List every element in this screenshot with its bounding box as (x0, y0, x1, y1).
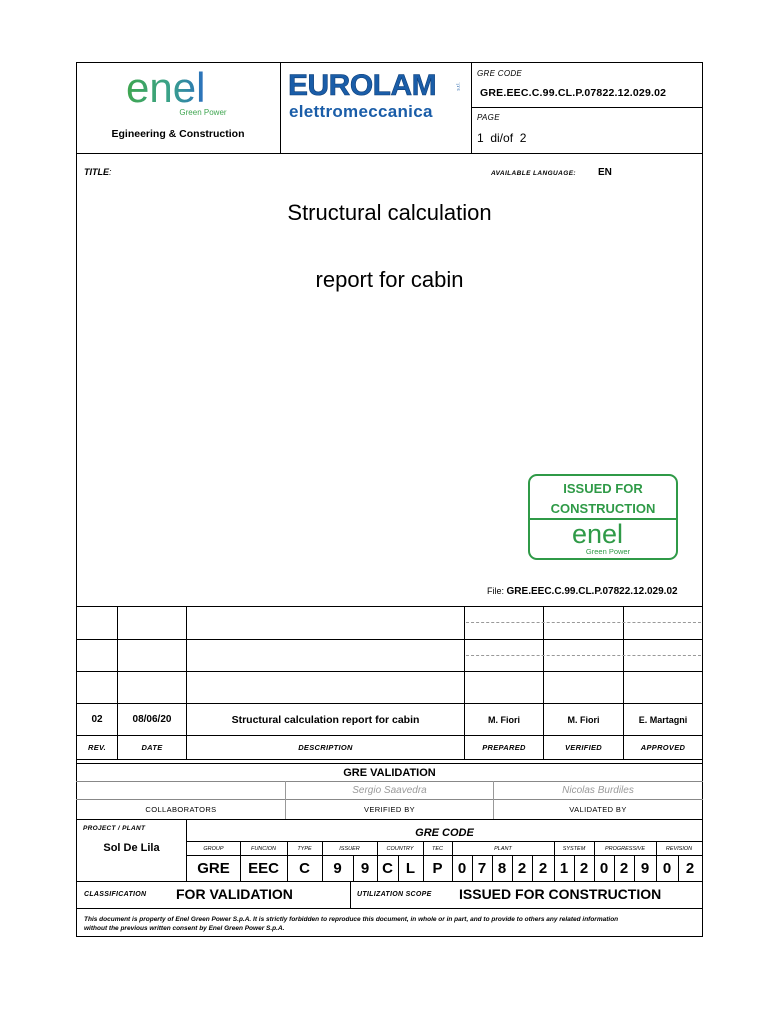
classification-label: CLASSIFICATION (84, 891, 147, 898)
stamp-logo-subtitle: Green Power (585, 547, 631, 556)
verified-by-label: VERIFIED BY (363, 805, 416, 814)
page-label: PAGE (477, 113, 500, 122)
file-value: GRE.EEC.C.99.CL.P.07822.12.029.02 (506, 586, 678, 597)
prepared-value: M. Fiori (488, 714, 520, 725)
gre-code-char: GRE (197, 860, 230, 877)
gre-code-char: 0 (599, 860, 609, 877)
gre-code-column-header: SYSTEM (562, 845, 586, 852)
gre-code-char: 9 (640, 860, 650, 877)
gre-code-char: C (382, 860, 393, 877)
language-value: EN (598, 167, 612, 178)
description-value: Structural calculation report for cabin (231, 713, 420, 726)
collaborators-label: COLLABORATORS (145, 805, 217, 814)
gre-code-column-header: COUNTRY (386, 845, 414, 852)
gre-code-char: 9 (360, 860, 370, 877)
gre-code-char: L (405, 860, 416, 877)
prepared-header: PREPARED (482, 743, 526, 752)
project-value: Sol De Lila (103, 842, 160, 854)
enel-logo (118, 64, 242, 122)
gre-code-char: 2 (619, 860, 629, 877)
approved-header: APPROVED (640, 743, 686, 752)
gre-code-label: GRE CODE (477, 69, 523, 78)
gre-code-char: 9 (333, 860, 342, 877)
eurolam-logo-main: EUROLAM (288, 69, 437, 102)
gre-code-char: 7 (477, 860, 487, 877)
gre-code-column-header: GROUP (203, 845, 224, 852)
gre-code-column-header: REVISION (665, 845, 693, 852)
gre-validation-title: GRE VALIDATION (343, 766, 436, 779)
title-label-colon: : (109, 167, 112, 177)
gre-code-char: 2 (685, 860, 695, 877)
validated-by-label: VALIDATED BY (569, 805, 627, 814)
gre-code-value: GRE.EEC.C.99.CL.P.07822.12.029.02 (480, 87, 667, 99)
issued-for-construction-stamp (528, 474, 678, 560)
file-label: File: (487, 586, 505, 596)
gre-code-char: 0 (662, 860, 672, 877)
validated-by-name: Nicolas Burdiles (562, 785, 634, 796)
gre-code-column-header: TYPE (297, 845, 312, 852)
gre-code-char: 0 (457, 860, 467, 877)
project-label: PROJECT / PLANT (83, 825, 146, 832)
classification-value: FOR VALIDATION (176, 886, 293, 902)
rev-value: 02 (91, 714, 103, 725)
stamp-line1: ISSUED FOR (563, 481, 643, 496)
gre-code-char: 8 (497, 860, 507, 877)
gre-code-char: 1 (559, 860, 569, 877)
gre-code-char: 2 (517, 860, 527, 877)
language-label: AVAILABLE LANGUAGE: (491, 170, 576, 177)
gre-code-char: 2 (538, 860, 548, 877)
utilization-scope-value: ISSUED FOR CONSTRUCTION (459, 886, 662, 902)
disclaimer-line2: without the previous written consent by Enel Green Power S.p.A. (84, 925, 285, 932)
eurolam-logo-sub: elettromeccanica (289, 102, 433, 121)
page-value: 1 di/of 2 (477, 131, 527, 145)
gre-code-char: 2 (579, 860, 589, 877)
verified-header: VERIFIED (565, 743, 602, 752)
gre-code-char: C (299, 860, 310, 877)
verified-by-name: Sergio Saavedra (352, 785, 427, 796)
gre-code-title: GRE CODE (415, 827, 474, 839)
department-label: Egineering & Construction (111, 128, 245, 140)
rev-header: REV. (87, 743, 107, 752)
gre-code-column-header: FUNCION (250, 845, 277, 852)
disclaimer-line1: This document is property of Enel Green Power S.p.A. It is strictly forbidden to reproduce this document, in whole or in part, and to provide to others any related information (84, 916, 619, 923)
gre-code-char: EEC (248, 860, 279, 877)
file-reference (487, 586, 678, 597)
enel-logo-graphic (118, 64, 242, 108)
gre-code-char: P (432, 860, 443, 877)
title-label (84, 167, 112, 177)
stamp-enel-logo (568, 519, 640, 547)
stamp-line2: CONSTRUCTION (550, 501, 656, 516)
title-label-text: TITLE (84, 167, 109, 177)
verified-value: M. Fiori (567, 714, 600, 725)
enel-logo-wordmark: enel (126, 64, 206, 108)
document-title-line2: report for cabin (315, 267, 464, 292)
approved-value: E. Martagni (638, 714, 688, 725)
gre-code-column-header: PLANT (494, 845, 512, 852)
stamp-logo-wordmark: enel (572, 519, 624, 547)
date-value: 08/06/20 (132, 714, 172, 725)
eurolam-logo-tag: s.r.l. (455, 82, 461, 91)
gre-code-column-header: ISSUER (339, 845, 360, 852)
gre-code-column-header: TEC (432, 845, 443, 852)
utilization-scope-label: UTILIZATION SCOPE (357, 891, 432, 898)
enel-logo-subtitle: Green Power (179, 108, 227, 117)
document-title-line1: Structural calculation (287, 200, 492, 225)
date-header: DATE (141, 743, 163, 752)
description-header: DESCRIPTION (298, 743, 353, 752)
gre-code-column-header: PROGRESSIVE (604, 845, 646, 852)
eurolam-logo (286, 70, 466, 130)
